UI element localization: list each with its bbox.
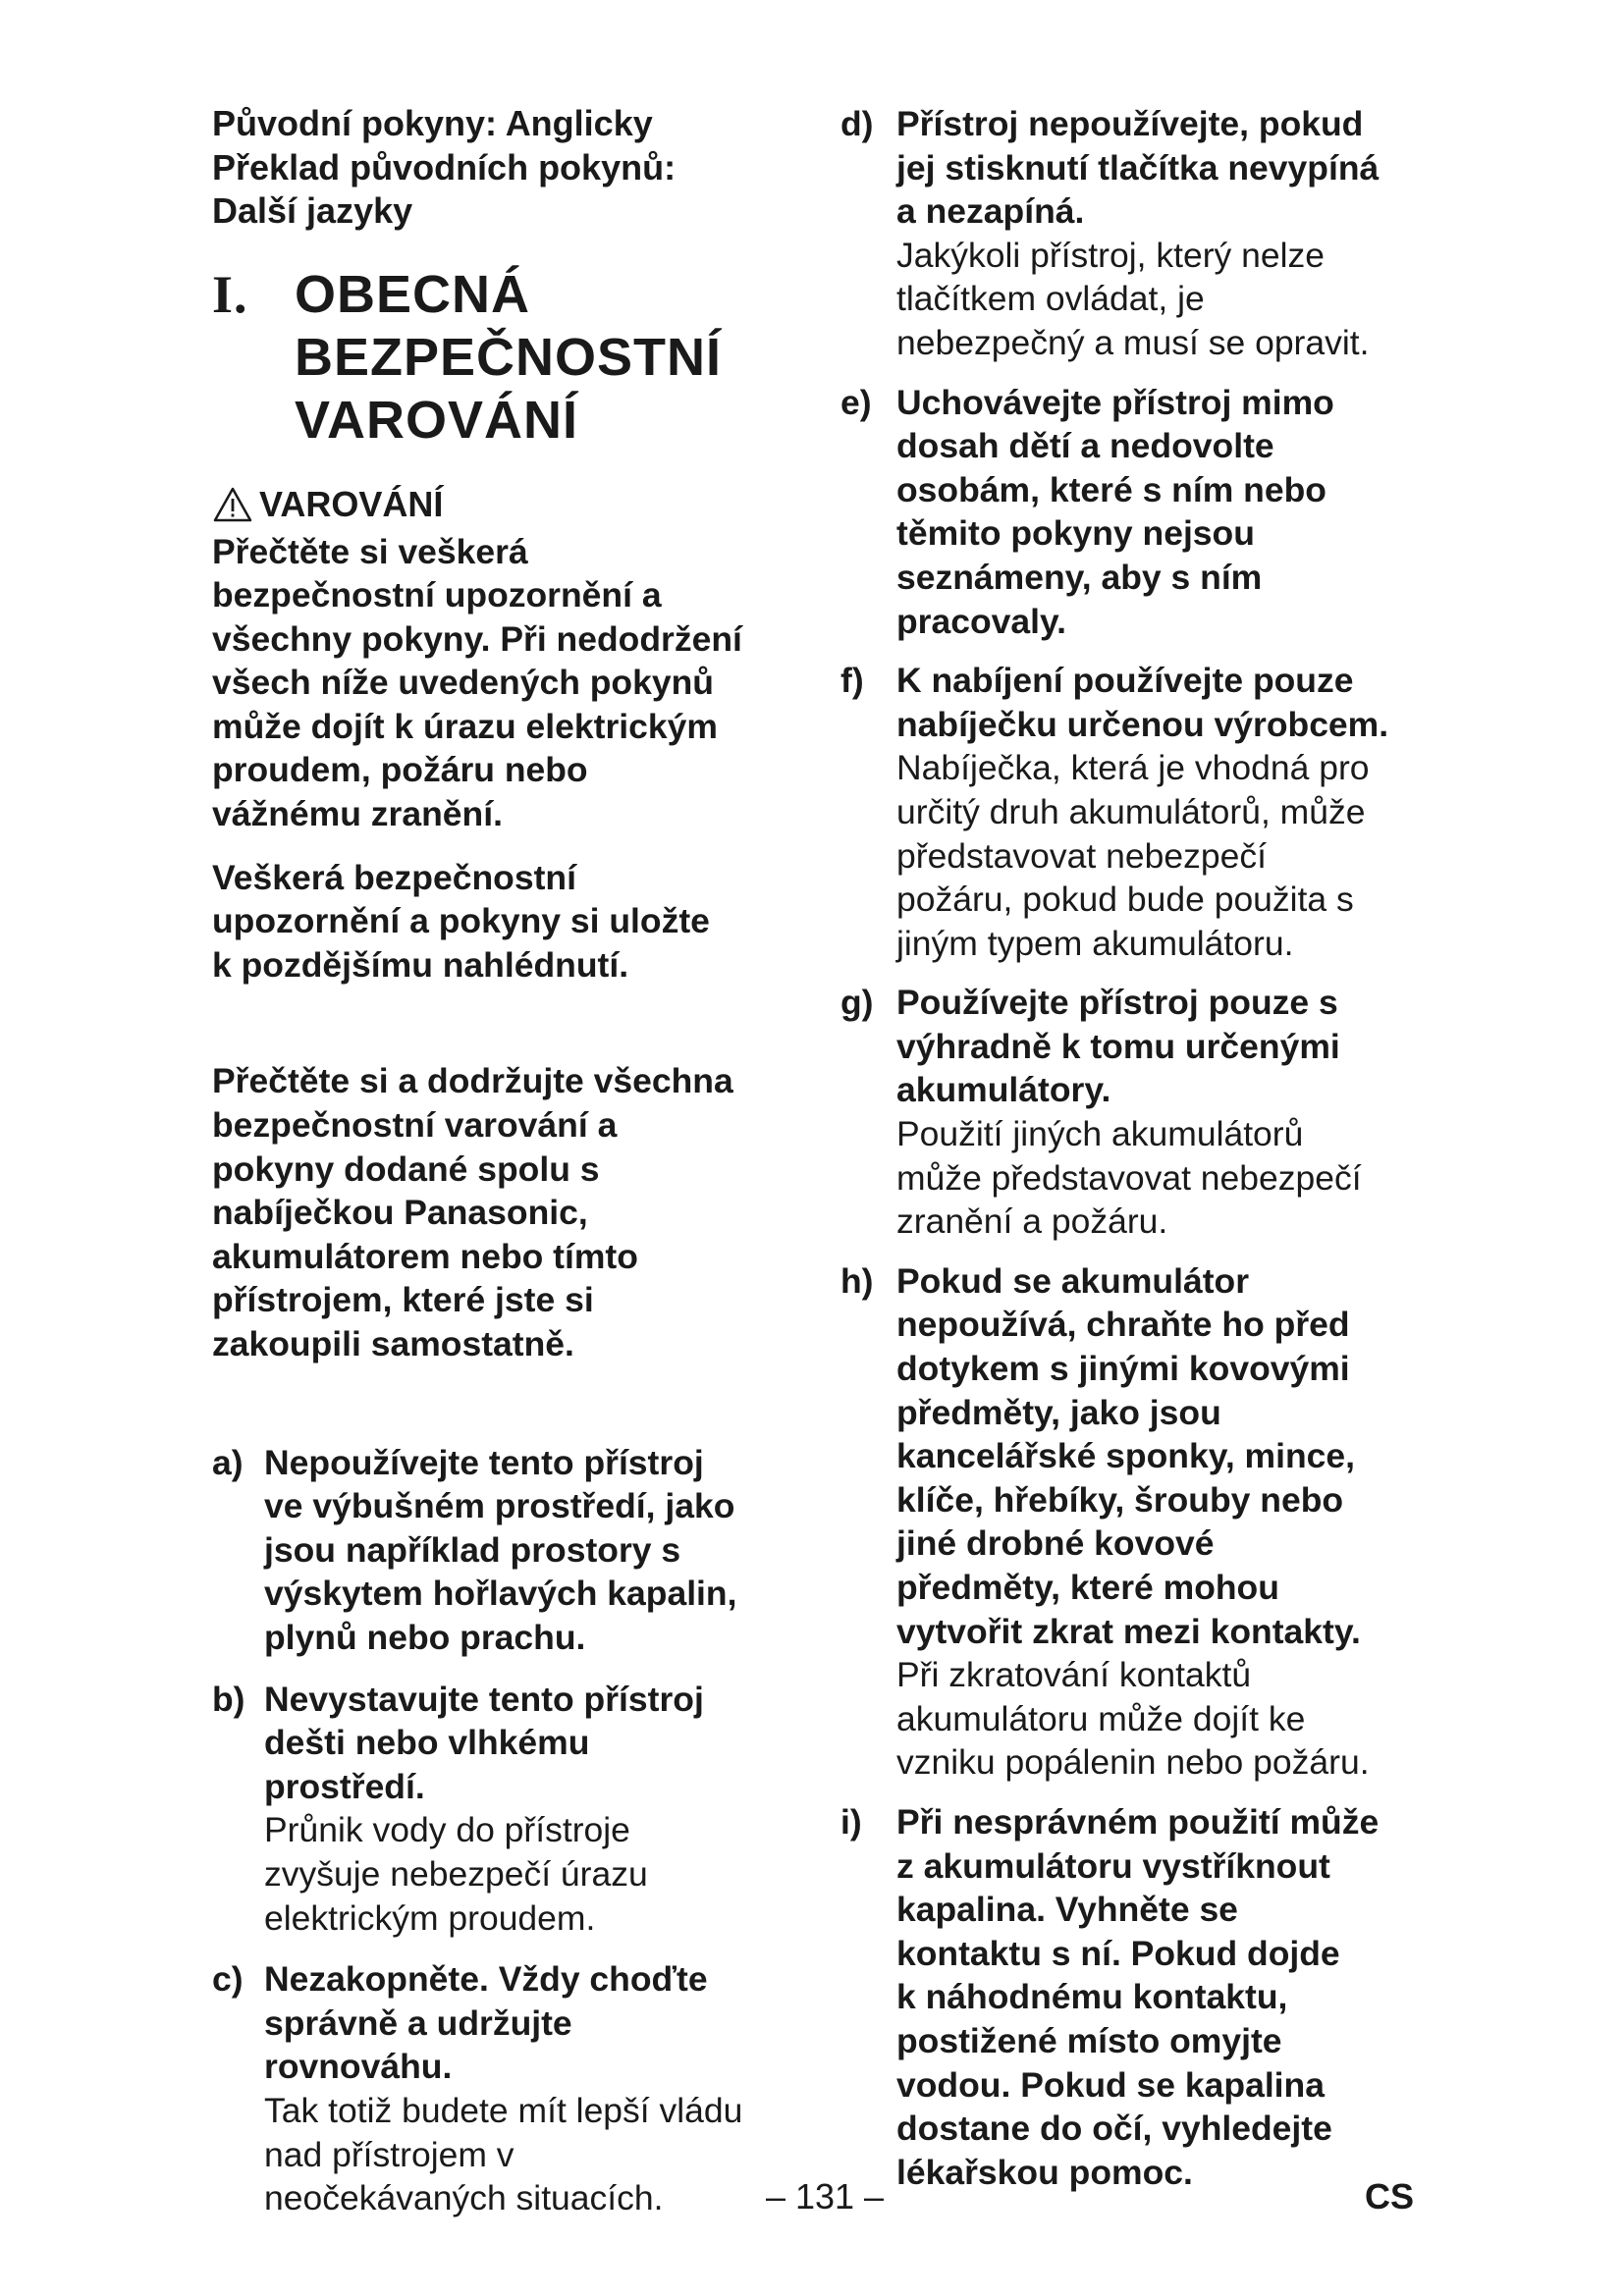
list-item [212,1957,821,2220]
text-line: nebezpečný a musí se opravit. [896,322,1370,362]
text-line: kancelářské sponky, mince, [896,1436,1356,1476]
text-line: akumulátory. [896,1070,1111,1110]
text-line: Nepoužívejte tento přístroj [264,1442,704,1482]
text-line: přístrojem, které jste si [212,1280,594,1320]
list-item [840,381,1439,644]
text-line: proudem, požáru nebo [212,750,588,790]
text-line: seznámeny, aby s ním [896,557,1263,597]
text-line: vytvořit zkrat mezi kontakty. [896,1611,1361,1651]
text-line: vzniku popálenin nebo požáru. [896,1742,1370,1783]
text-line: K nabíjení používejte pouze [896,661,1354,701]
text-line: lékařskou pomoc. [896,2152,1193,2192]
text-line: Pokud se akumulátor [896,1260,1250,1301]
text-line: Při zkratování kontaktů [896,1655,1252,1695]
text-line: k pozdějšímu nahlédnutí. [212,944,629,985]
text-line: c) [212,1959,244,2000]
language-code: CS [1365,2176,1415,2216]
text-line: bezpečnostní varování a [212,1105,618,1146]
text-line: k náhodnému kontaktu, [896,1977,1288,2017]
source-line: Původní pokyny: Anglicky [212,103,653,143]
text-line: d) [840,104,874,143]
text-line: osobám, které s ním nebo [896,469,1326,509]
section-title-line: VAROVÁNÍ [295,390,579,450]
text-line: nad přístrojem v [264,2134,514,2174]
text-line: a nezapíná. [896,191,1085,232]
text-line: nabíječku určenou výrobcem. [896,704,1389,744]
text-line: Průnik vody do přístroje [264,1810,630,1850]
accessories-paragraph [212,1059,821,1365]
text-line: b) [212,1679,245,1719]
text-line: f) [840,661,864,701]
text-line: Přečtěte si a dodržujte všechna [212,1061,733,1101]
text-line: jej stisknutí tlačítka nevypíná [896,147,1380,187]
text-line: Nabíječka, která je vhodná pro [896,748,1370,788]
text-line: ve výbušném prostředí, jako [264,1486,735,1526]
text-line: zvyšuje nebezpečí úrazu [264,1853,648,1894]
text-line: neočekávaných situacích. [264,2178,664,2218]
text-line: Při nesprávném použití může [896,1801,1380,1842]
save-instructions-paragraph [212,856,821,988]
warning-label [212,483,821,526]
text-line: nepoužívá, chraňte ho před [896,1305,1350,1345]
section-number: I. [212,264,248,324]
text-line: nabíječkou Panasonic, [212,1193,588,1233]
text-line: postižené místo omyjte [896,2020,1282,2060]
text-line: akumulátorem nebo tímto [212,1236,638,1276]
text-line: i) [840,1801,862,1842]
text-line: Použití jiných akumulátorů [896,1114,1304,1154]
section-heading [212,263,821,452]
source-language-note [212,102,821,234]
text-line: vodou. Pokud se kapalina [896,2064,1325,2105]
text-line: dostane do očí, vyhledejte [896,2109,1332,2149]
text-line: Nevystavujte tento přístroj [264,1679,704,1719]
text-line: předměty, které mohou [896,1568,1279,1607]
safety-list-left [212,1441,821,2220]
text-line: klíče, hřebíky, šrouby nebo [896,1479,1344,1520]
text-line: Jakýkoli přístroj, který nelze [896,235,1326,275]
list-item [212,1441,821,1660]
source-line: Další jazyky [212,190,413,231]
text-line: elektrickým proudem. [264,1897,596,1938]
right-column [840,102,1439,2194]
text-line: pokyny dodané spolu s [212,1148,600,1189]
text-line: dotykem s jinými kovovými [896,1349,1350,1389]
text-line: plynů nebo prachu. [264,1617,586,1657]
text-line: h) [840,1260,874,1301]
warning-triangle-icon [212,486,253,523]
text-line: e) [840,382,872,422]
text-line: Veškerá bezpečnostní [212,857,576,897]
section-title [295,263,805,452]
text-line: všechny pokyny. Při nedodržení [212,618,742,659]
section-title-line: BEZPEČNOSTNÍ [295,327,723,387]
text-line: výskytem hořlavých kapalin, [264,1574,737,1614]
text-line: těmito pokyny nejsou [896,513,1255,554]
text-line: zranění a požáru. [896,1201,1168,1242]
text-line: jiné drobné kovové [896,1523,1215,1564]
list-item [840,659,1439,965]
list-item [840,1800,1439,2194]
text-line: všech níže uvedených pokynů [212,663,714,703]
text-line: tlačítkem ovládat, je [896,279,1205,319]
text-line: Uchovávejte přístroj mimo [896,382,1334,422]
text-line: předměty, jako jsou [896,1392,1221,1432]
text-line: bezpečnostní upozornění a [212,575,662,615]
text-line: a) [212,1442,244,1482]
text-line: akumulátoru může dojít ke [896,1698,1306,1738]
text-line: kapalina. Vyhněte se [896,1890,1238,1930]
text-line: dešti nebo vlhkému [264,1723,590,1763]
list-item [840,981,1439,1244]
source-line: Překlad původních pokynů: [212,146,677,187]
text-line: prostředí. [264,1766,425,1806]
intro-paragraph [212,530,821,836]
text-line: z akumulátoru vystříknout [896,1845,1330,1886]
text-line: určitý druh akumulátorů, může [896,791,1366,831]
text-line: jiným typem akumulátoru. [896,923,1294,963]
text-line: dosah dětí a nedovolte [896,426,1274,466]
text-line: Přečtěte si veškerá [212,531,528,571]
text-line: Používejte přístroj pouze s [896,983,1338,1023]
text-line: g) [840,983,874,1023]
text-line: může dojít k úrazu elektrickým [212,706,718,746]
text-line: jsou například prostory s [264,1529,681,1570]
text-line: Přístroj nepoužívejte, pokud [896,104,1364,143]
text-line: správně a udržujte [264,2002,572,2043]
text-line: vážnému zranění. [212,794,503,834]
list-item [212,1678,821,1941]
text-line: může představovat nebezpečí [896,1157,1362,1198]
text-line: Nezakopněte. Vždy choďte [264,1959,708,2000]
text-line: požáru, pokud bude použita s [896,880,1354,920]
section-title-line: OBECNÁ [295,264,531,324]
text-line: představovat nebezpečí [896,835,1267,876]
text-line: kontaktu s ní. Pokud dojde [896,1933,1340,1973]
text-line: Tak totiž budete mít lepší vládu [264,2090,743,2130]
text-line: pracovaly. [896,601,1066,641]
text-line: rovnováhu. [264,2047,453,2087]
text-line: zakoupili samostatně. [212,1324,574,1363]
list-item [840,1259,1439,1785]
page-number: – 131 – [765,2176,885,2216]
text-line: výhradně k tomu určenými [896,1026,1340,1066]
text-line: upozornění a pokyny si uložte [212,901,710,941]
warning-text: VAROVÁNÍ [259,483,444,524]
list-item [840,102,1439,365]
left-column [212,102,821,2220]
